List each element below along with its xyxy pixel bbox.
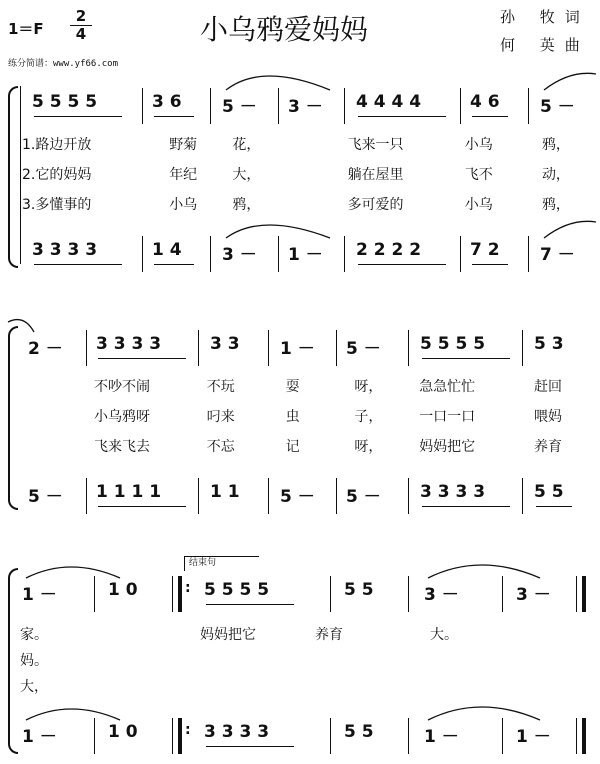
lyric: 子， (354, 409, 383, 425)
notes: 3 3 (210, 334, 240, 354)
repeat-dots: : (185, 722, 191, 738)
notes: 1 － (22, 585, 57, 605)
notes: 5 － (280, 487, 315, 507)
lyric: 养育 (315, 627, 343, 643)
lyric: 鸦， (541, 137, 570, 153)
notes: 5 － (540, 97, 575, 117)
lyric: 小乌 (464, 197, 493, 213)
lyric: 不吵不闹 (94, 379, 150, 395)
notes: 5 5 (344, 722, 374, 742)
verse-number: 1. (22, 137, 36, 153)
notes: 5 5 5 5 (420, 334, 486, 354)
tie (8, 320, 34, 332)
notes: 7 － (540, 245, 575, 265)
lyric: 急急忙忙 (419, 379, 476, 395)
ending-label: 结束句 (184, 556, 259, 571)
verse-number: 3. (22, 197, 36, 213)
verse-number: 2. (22, 167, 36, 183)
tie (226, 76, 330, 90)
lyric: 记 (285, 439, 300, 455)
notes: 5 5 (344, 580, 374, 600)
lyric: 大， (20, 679, 48, 695)
lyric: 动， (541, 167, 570, 183)
source-url: 练分简谱：www.yf66.com (8, 59, 119, 69)
tie (544, 73, 596, 90)
lyric: 路边开放 (35, 137, 92, 153)
notes: 2 － (28, 339, 63, 359)
lyric: 飞不 (464, 167, 493, 183)
notes: 3 3 3 3 (32, 240, 98, 260)
lyric: 小乌 (464, 137, 493, 153)
notes: 5 3 (534, 334, 564, 354)
notes: 4 4 4 4 (356, 92, 422, 112)
lyric: 大， (232, 167, 261, 183)
key-signature: 1＝F (8, 20, 44, 38)
tie (428, 565, 540, 578)
lyric: 野菊 (169, 137, 198, 153)
notes: 1 － (22, 727, 57, 747)
notes: 5 － (222, 97, 257, 117)
lyric: 耍 (285, 379, 300, 395)
repeat-dots: : (185, 580, 191, 596)
notes: 3 － (516, 585, 551, 605)
notes: 1 － (516, 727, 551, 747)
notes: 1 － (280, 339, 315, 359)
notes: 1 1 (210, 482, 240, 502)
lyric: 鸦， (541, 197, 570, 213)
lyric: 不忘 (206, 439, 235, 455)
notes: 3 － (288, 97, 323, 117)
lyric: 喂妈 (533, 409, 562, 425)
notes: 1 0 (108, 722, 138, 742)
tie (26, 709, 120, 720)
notes: 3 － (424, 585, 459, 605)
song-title: 小乌鸦爱妈妈 (200, 13, 369, 46)
notes: 3 3 3 3 (204, 722, 270, 742)
notes: 3 3 3 3 (96, 334, 162, 354)
tie (226, 225, 330, 238)
notes: 1 － (288, 245, 323, 265)
lyric: 呀， (354, 439, 383, 455)
lyric: 妈妈把它 (419, 439, 476, 455)
composer-credit: 何 英曲 (500, 36, 590, 54)
notes: 1 － (424, 727, 459, 747)
tie (544, 221, 596, 238)
notes: 5 － (346, 339, 381, 359)
lyric: 小乌 (169, 197, 198, 213)
notes: 7 2 (470, 240, 500, 260)
lyricist-credit: 孙 牧词 (500, 8, 590, 26)
notes: 3 － (222, 245, 257, 265)
lyric: 它的妈妈 (35, 167, 92, 183)
notes: 5 － (346, 487, 381, 507)
lyric: 躺在屋里 (347, 167, 404, 183)
notes: 1 4 (152, 240, 182, 260)
notes: 5 5 (534, 482, 564, 502)
lyric: 飞来飞去 (94, 439, 150, 455)
lyric: 一口一口 (419, 409, 476, 425)
notes: 5 5 5 5 (204, 580, 270, 600)
lyric: 虫 (285, 409, 300, 425)
lyric: 呀， (354, 379, 383, 395)
lyric: 家。 (20, 627, 48, 643)
lyric: 花， (232, 137, 261, 153)
notes: 5 5 5 5 (32, 92, 98, 112)
lyric: 小乌鸦呀 (94, 409, 150, 425)
lyric: 大。 (430, 627, 458, 643)
notes: 3 3 3 3 (420, 482, 486, 502)
lyric: 多懂事的 (35, 197, 92, 213)
lyric: 多可爱的 (347, 197, 404, 213)
meter-bottom: 4 (75, 25, 87, 43)
lyric: 叼来 (206, 409, 235, 425)
lyric: 妈妈把它 (200, 627, 256, 643)
tie (428, 707, 540, 720)
lyric: 妈。 (20, 653, 48, 669)
meter-top: 2 (70, 8, 92, 26)
lyric: 年纪 (169, 167, 198, 183)
tie (26, 567, 120, 578)
lyric: 不玩 (206, 379, 235, 395)
notes: 1 0 (108, 580, 138, 600)
notes: 5 － (28, 487, 63, 507)
lyric: 飞来一只 (347, 137, 404, 153)
lyric: 养育 (533, 439, 562, 455)
notes: 2 2 2 2 (356, 240, 422, 260)
notes: 1 1 1 1 (96, 482, 162, 502)
lyric: 鸦， (232, 197, 261, 213)
notes: 4 6 (470, 92, 500, 112)
lyric: 赶回 (533, 379, 562, 395)
notes: 3 6 (152, 92, 182, 112)
